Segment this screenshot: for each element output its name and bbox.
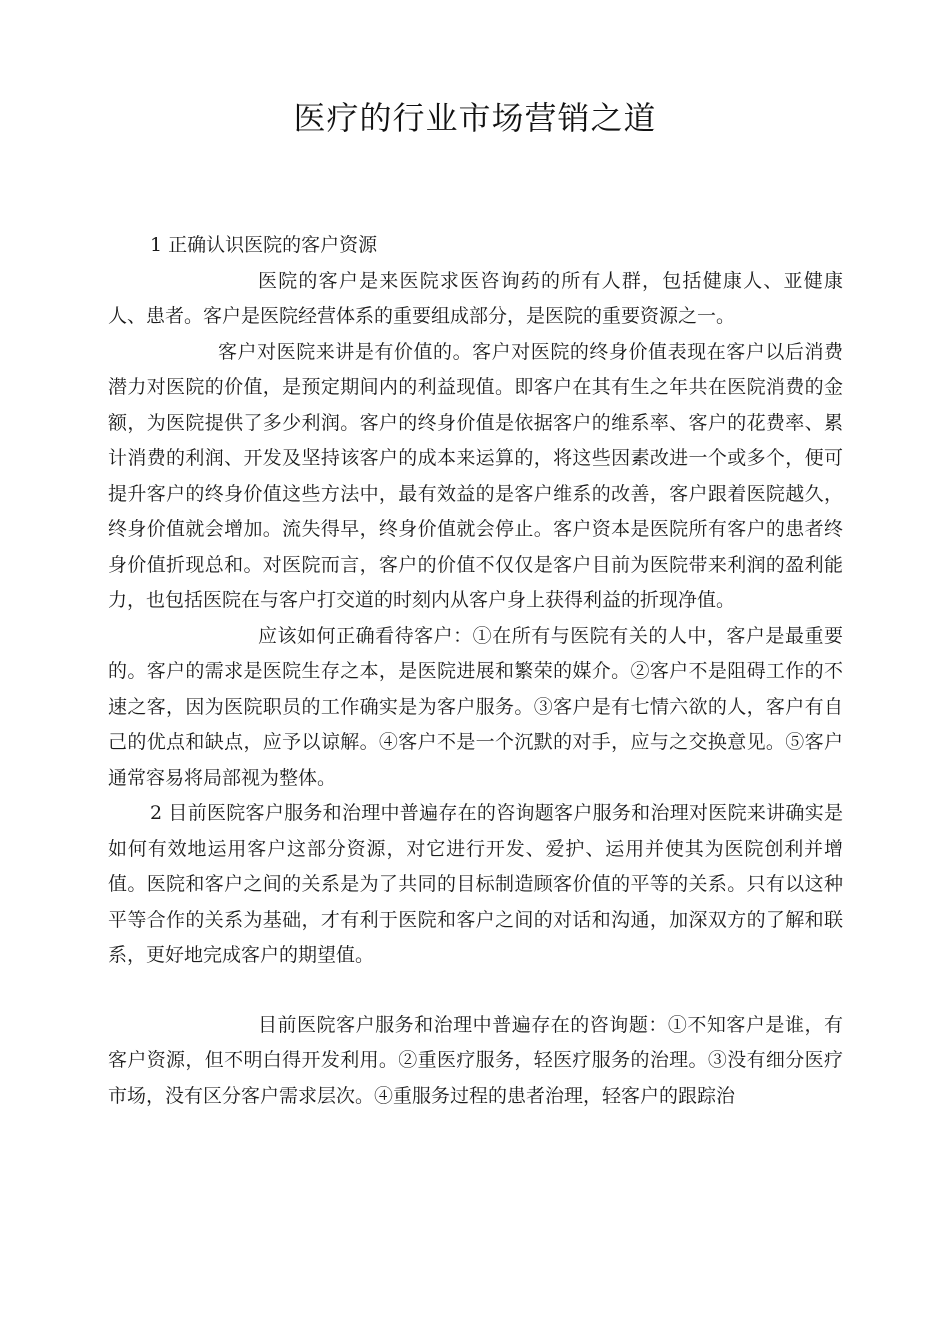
paragraph-view-customers: 应该如何正确看待客户：①在所有与医院有关的人中，客户是最重要的。客户的需求是医院生存之本，是医院进展和繁荣的媒介。②客户不是阻碍工作的不速之客，因为医院职员的工作确实是为客户服务。③客户是有七情六欲的人，客户有自己的优点和缺点，应予以谅解。④客户不是一个沉默的对手，应与之交换意见。⑤客户通常容易将局部视为整体。 (108, 624, 843, 789)
document-body (108, 228, 843, 1114)
section-heading-2-paragraph: 2 目前医院客户服务和治理中普遍存在的咨询题客户服务和治理对医院来讲确实是如何有效地运用客户这部分资源，对它进行开发、爱护、运用并使其为医院创利并增值。医院和客户之间的关系是为了共同的目标制造顾客价值的平等的关系。只有以这种平等合作的关系为基础，才有利于医院和客户之间的对话和沟通，加深双方的了解和联系，更好地完成客户的期望值。 (108, 802, 843, 966)
paragraph-customer-definition: 医院的客户是来医院求医咨询药的所有人群，包括健康人、亚健康人、患者。客户是医院经营体系的重要组成部分，是医院的重要资源之一。 (108, 269, 843, 327)
paragraph-customer-value: 客户对医院来讲是有价值的。客户对医院的终身价值表现在客户以后消费潜力对医院的价值，是预定期间内的利益现值。即客户在其有生之年共在医院消费的金额，为医院提供了多少利润。客户的终身价值是依据客户的维系率、客户的花费率、累计消费的利润、开发及坚持该客户的成本来运算的，将这些因素改进一个或多个，便可提升客户的终身价值这些方法中，最有效益的是客户维系的改善，客户跟着医院越久，终身价值就会增加。流失得早，终身价值就会停止。客户资本是医院所有客户的患者终身价值折现总和。对医院而言，客户的价值不仅仅是客户目前为医院带来利润的盈利能力，也包括医院在与客户打交道的时刻内从客户身上获得利益的折现净值。 (108, 340, 843, 611)
paragraph-common-problems: 目前医院客户服务和治理中普遍存在的咨询题：①不知客户是谁，有客户资源，但不明白得开发利用。②重医疗服务，轻医疗服务的治理。③没有细分医疗市场，没有区分客户需求层次。④重服务过程的患者治理，轻客户的跟踪治 (108, 1013, 843, 1107)
section-heading-1: 1 正确认识医院的客户资源 (150, 234, 378, 256)
document-title: 医疗的行业市场营销之道 (293, 99, 657, 137)
